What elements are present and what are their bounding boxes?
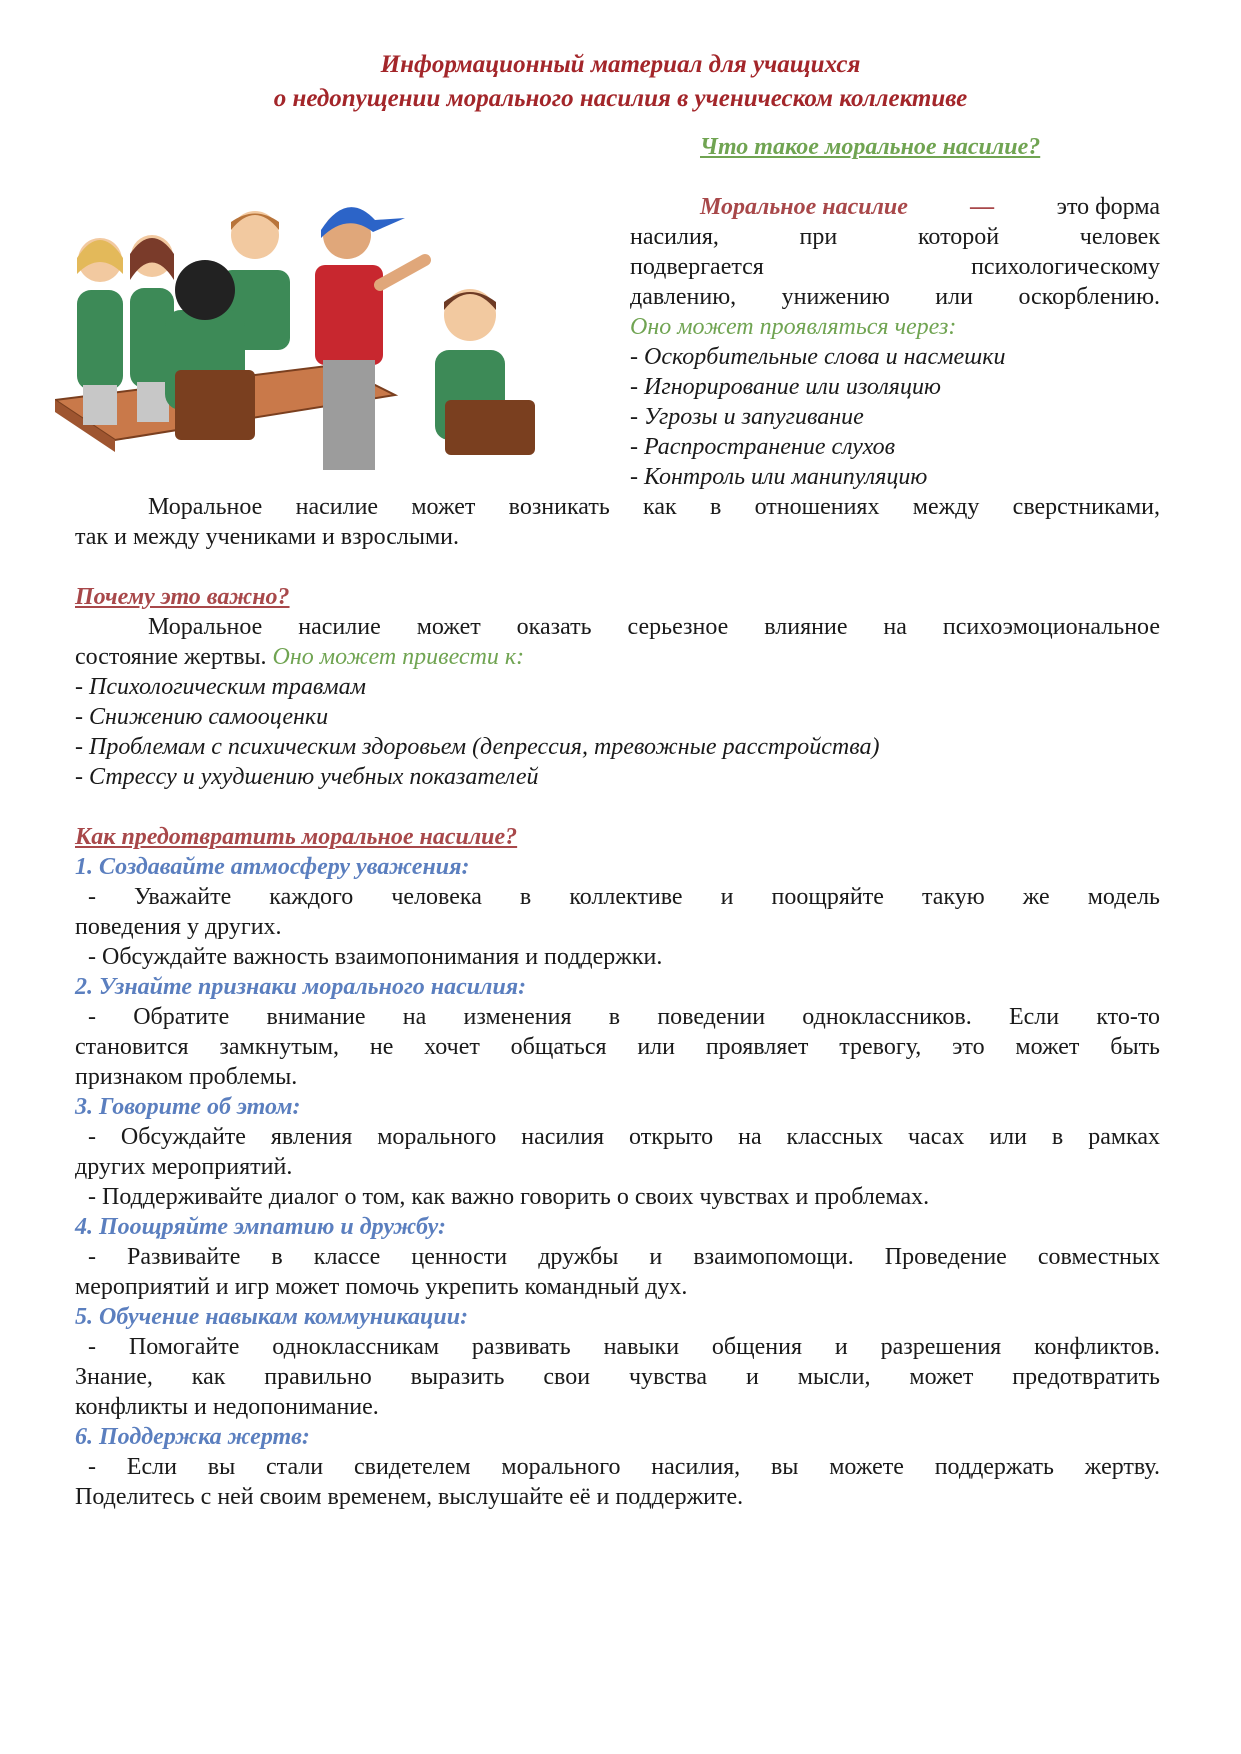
subsection-2-line-2: становится замкнутым, не хочет общаться или проявляет тревогу, это может быть (75, 1034, 1160, 1060)
subsection-6-line-2: Поделитесь с ней своим временем, выслушайте её и поддержите. (75, 1484, 744, 1510)
definition-line-1 (700, 192, 1160, 222)
list-item: - Распространение слухов (630, 434, 896, 460)
subsection-title-1: 1. Создавайте атмосферу уважения: (75, 854, 470, 880)
list-item: - Психологическим травмам (75, 674, 366, 700)
subsection-4-line-1: - Развивайте в классе ценности дружбы и взаимопомощи. Проведение совместных (88, 1244, 1160, 1270)
list-item: - Стрессу и ухудшению учебных показателей (75, 764, 539, 790)
list-item: - Контроль или манипуляцию (630, 464, 928, 490)
subsection-3-line-2: других мероприятий. (75, 1154, 293, 1180)
subsection-5-line-2: Знание, как правильно выразить свои чувства и мысли, может предотвратить (75, 1364, 1160, 1390)
definition-line-4: давлению, унижению или оскорблению. (630, 284, 1160, 310)
subsection-6-line-1: - Если вы стали свидетелем морального насилия, вы можете поддержать жертву. (88, 1454, 1160, 1480)
list-item: - Игнорирование или изоляцию (630, 374, 941, 400)
definition-line-3: подвергается психологическому (630, 254, 1160, 280)
subsection-5-line-1: - Помогайте одноклассникам развивать навыки общения и разрешения конфликтов. (88, 1334, 1160, 1360)
list-item: - Проблемам с психическим здоровьем (депрессия, тревожные расстройства) (75, 734, 880, 760)
occurrence-para-line-1: Моральное насилие может возникать как в отношениях между сверстниками, (148, 494, 1160, 520)
subsection-2-line-3: признаком проблемы. (75, 1064, 298, 1090)
subsection-title-6: 6. Поддержка жертв: (75, 1424, 310, 1450)
manifests-intro: Оно может проявляться через: (630, 314, 957, 340)
definition-line-2: насилия, при которой человек (630, 224, 1160, 250)
list-item: - Угрозы и запугивание (630, 404, 864, 430)
list-item: - Оскорбительные слова и насмешки (630, 344, 1006, 370)
term-moral-violence: Моральное насилие (700, 194, 908, 220)
section-heading-how-prevent: Как предотвратить моральное насилие? (75, 824, 518, 850)
subsection-title-2: 2. Узнайте признаки морального насилия: (75, 974, 527, 1000)
subsection-2-line-1: - Обратите внимание на изменения в поведении одноклассников. Если кто-то (88, 1004, 1160, 1030)
subsection-4-line-2: мероприятий и игр может помочь укрепить командный дух. (75, 1274, 688, 1300)
subsection-title-4: 4. Поощряйте эмпатию и дружбу: (75, 1214, 446, 1240)
importance-para-line-2 (75, 642, 1160, 672)
subsection-3-line-1: - Обсуждайте явления морального насилия открыто на классных часах или в рамках (88, 1124, 1160, 1150)
importance-para-line-1: Моральное насилие может оказать серьезное влияние на психоэмоциональное (148, 614, 1160, 640)
subsection-5-line-3: конфликты и недопонимание. (75, 1394, 379, 1420)
section-heading-what-is: Что такое моральное насилие? (700, 134, 1041, 160)
students-cartoon-illustration (55, 190, 595, 480)
subsection-1-line-3: - Обсуждайте важность взаимопонимания и поддержки. (88, 944, 663, 970)
document-title-line-1: Информационный материал для учащихся (380, 51, 861, 78)
importance-para-start: состояние жертвы. (75, 644, 267, 670)
document-title-line-2: о недопущении морального насилия в ученическом коллективе (273, 85, 968, 112)
subsection-3-line-3: - Поддерживайте диалог о том, как важно говорить о своих чувствах и проблемах. (88, 1184, 930, 1210)
consequences-intro: Оно может привести к: (272, 644, 525, 670)
definition-start: это форма (1056, 194, 1160, 220)
term-dash: — (970, 194, 995, 220)
subsection-1-line-2: поведения у других. (75, 914, 282, 940)
subsection-1-line-1: - Уважайте каждого человека в коллективе и поощряйте такую же модель (88, 884, 1160, 910)
section-heading-why-important: Почему это важно? (75, 584, 290, 610)
subsection-title-5: 5. Обучение навыкам коммуникации: (75, 1304, 469, 1330)
subsection-title-3: 3. Говорите об этом: (75, 1094, 301, 1120)
occurrence-para-line-2: так и между учениками и взрослыми. (75, 524, 459, 550)
list-item: - Снижению самооценки (75, 704, 329, 730)
